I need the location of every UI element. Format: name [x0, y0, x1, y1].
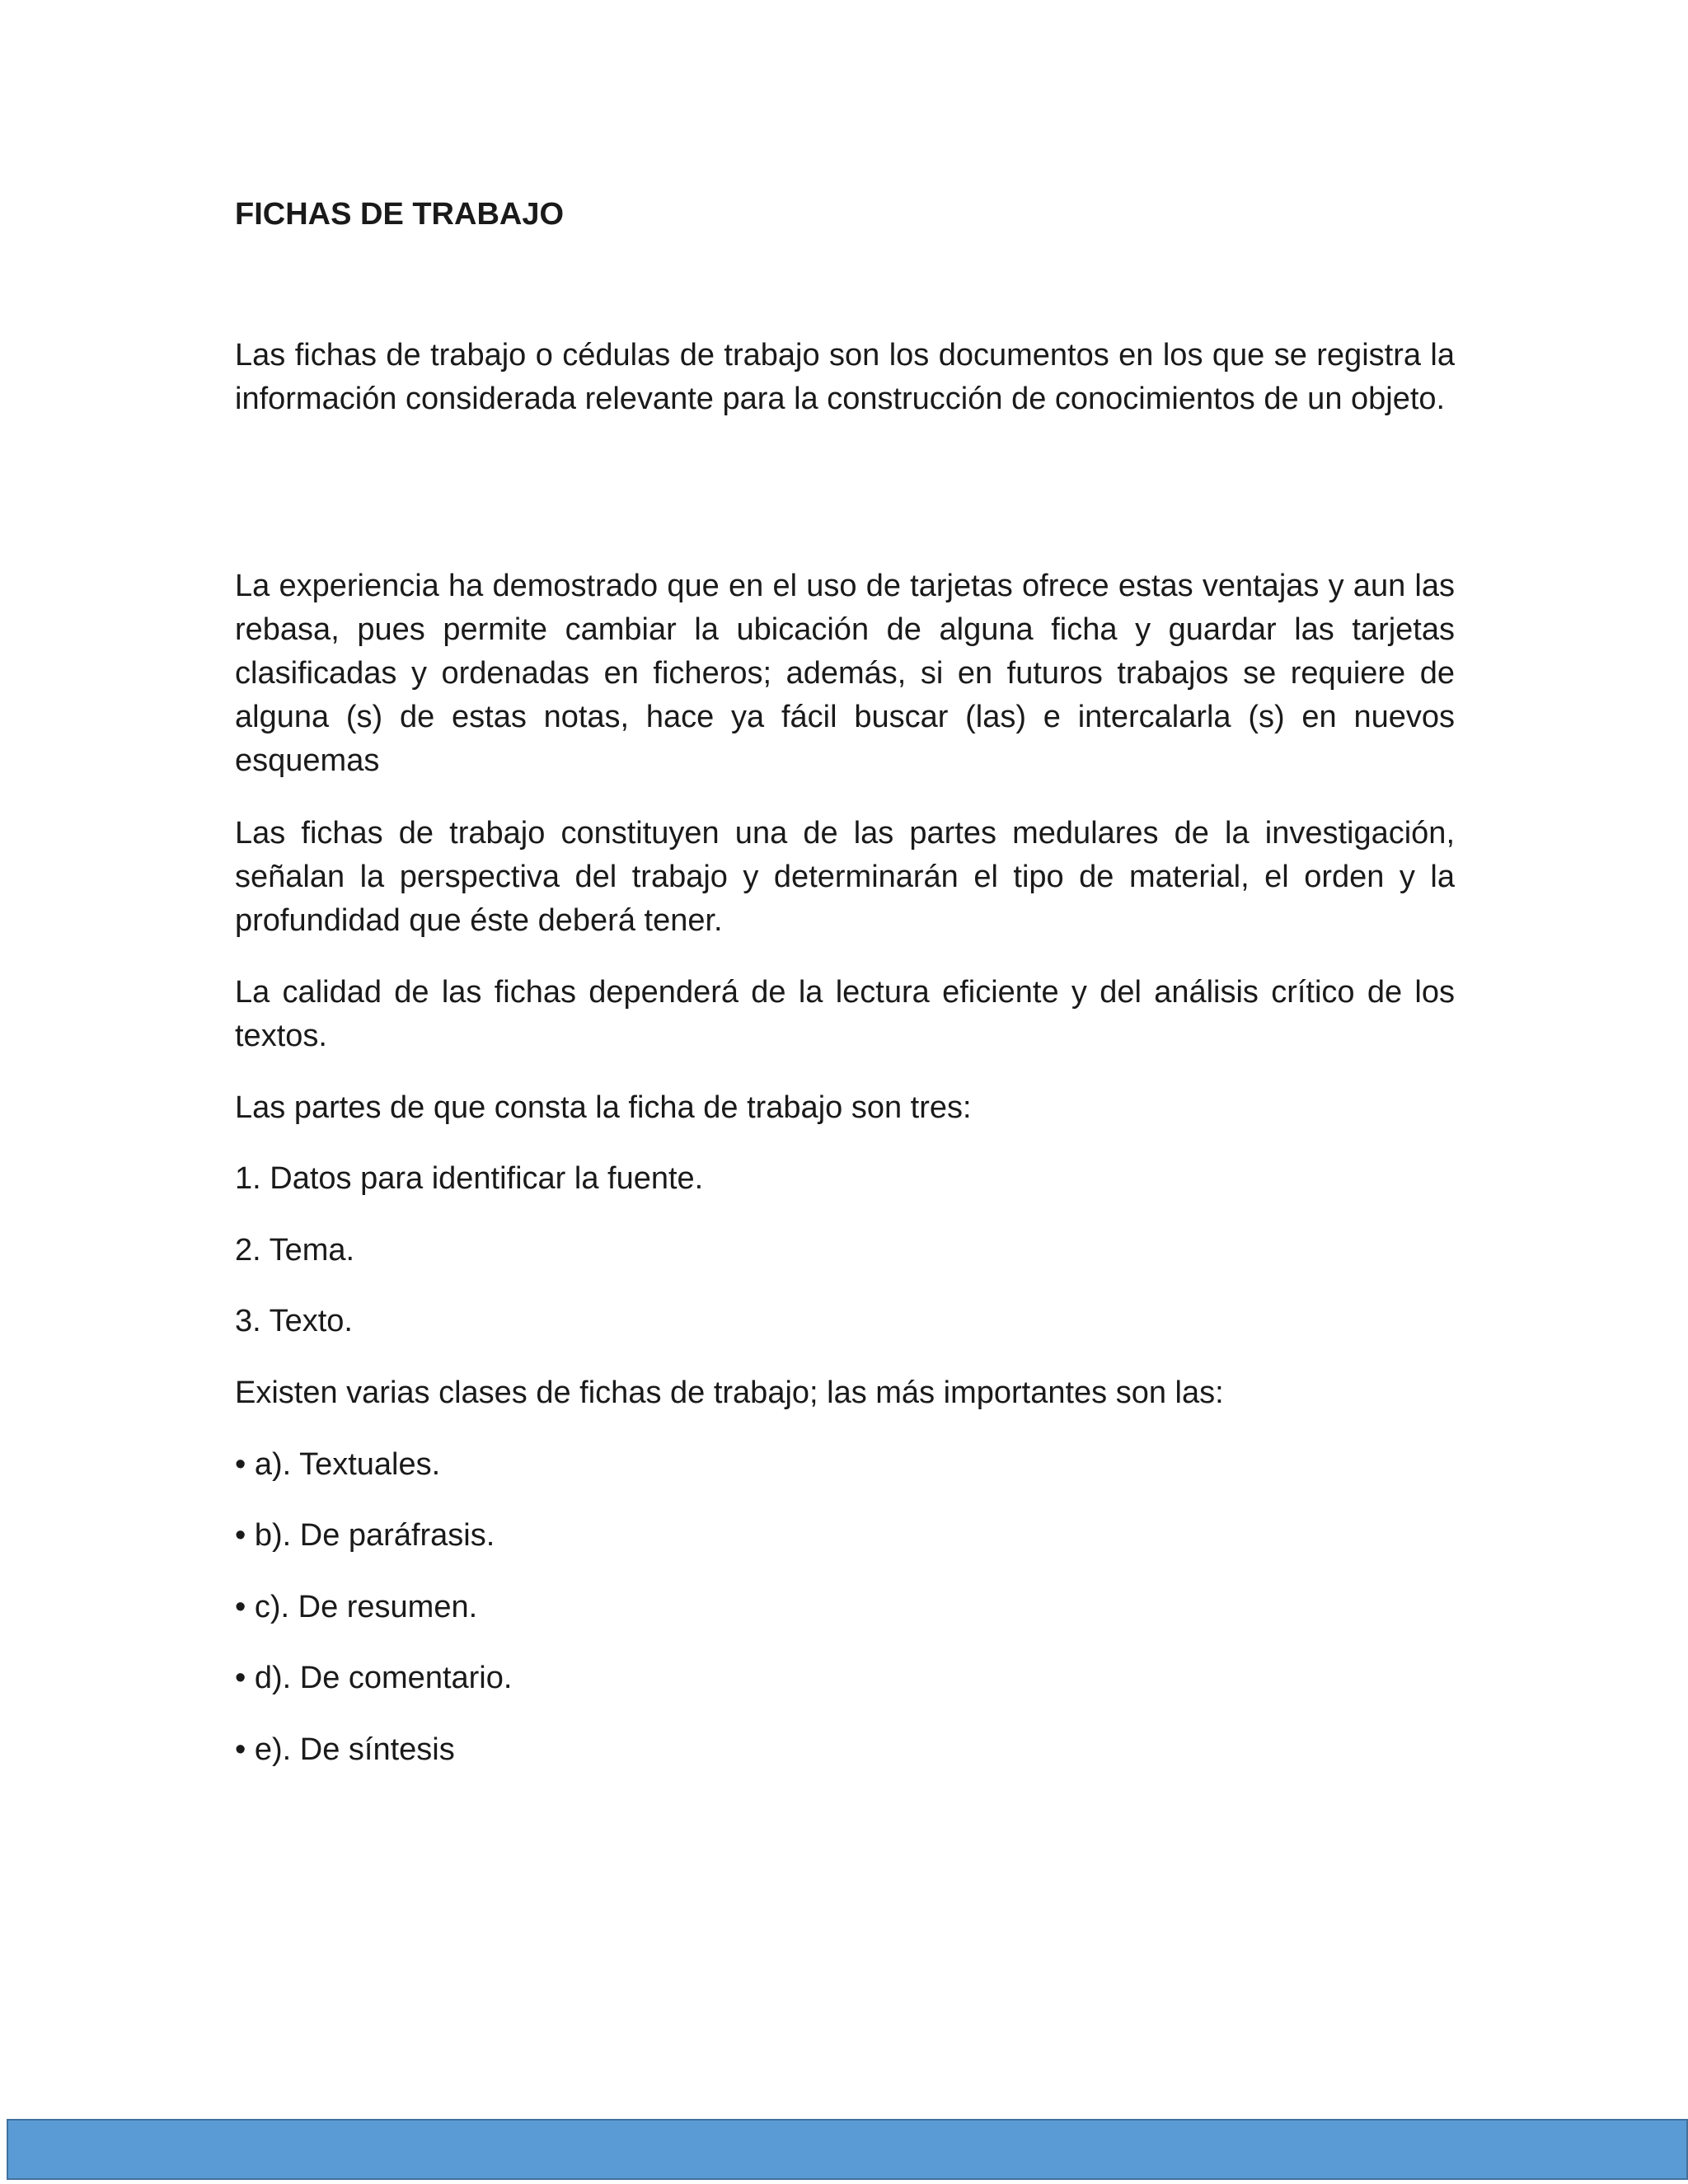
list-item: • d). De comentario. — [235, 1661, 513, 1695]
list-item: • a). Textuales. — [235, 1447, 441, 1482]
list-item: 2. Tema. — [235, 1233, 355, 1268]
list-item: • c). De resumen. — [235, 1590, 478, 1624]
paragraph-medulares: Las fichas de trabajo constituyen una de las partes medulares de la investigación, señalan la perspectiva del trabajo y determinarán el tipo de material, el orden y la profundidad que éste deberá tener. — [235, 816, 1455, 938]
footer-bar — [7, 2119, 1688, 2180]
document-title: FICHAS DE TRABAJO — [235, 197, 565, 232]
list-item: 3. Texto. — [235, 1304, 353, 1338]
list-item: • b). De paráfrasis. — [235, 1518, 495, 1553]
paragraph-quality: La calidad de las fichas dependerá de la lectura eficiente y del análisis crítico de los textos. — [235, 975, 1455, 1053]
classes-intro: Existen varias clases de fichas de trabajo; las más importantes son las: — [235, 1376, 1224, 1410]
list-item: • e). De síntesis — [235, 1732, 455, 1767]
list-item: 1. Datos para identificar la fuente. — [235, 1161, 704, 1196]
paragraph-experience: La experiencia ha demostrado que en el uso de tarjetas ofrece estas ventajas y aun las rebasa, pues permite cambiar la ubicación de alguna ficha y guardar las tarjetas clasificadas y ordenadas en ficheros; además, si en futuros trabajos se requiere de alguna (s) de estas notas, hace ya fácil buscar (las) e intercalarla (s) en nuevos esquemas — [235, 569, 1455, 778]
parts-intro: Las partes de que consta la ficha de trabajo son tres: — [235, 1090, 972, 1125]
paragraph-definition: Las fichas de trabajo o cédulas de trabajo son los documentos en los que se registra la información considerada relevante para la construcción de conocimientos de un objeto. — [235, 338, 1455, 416]
